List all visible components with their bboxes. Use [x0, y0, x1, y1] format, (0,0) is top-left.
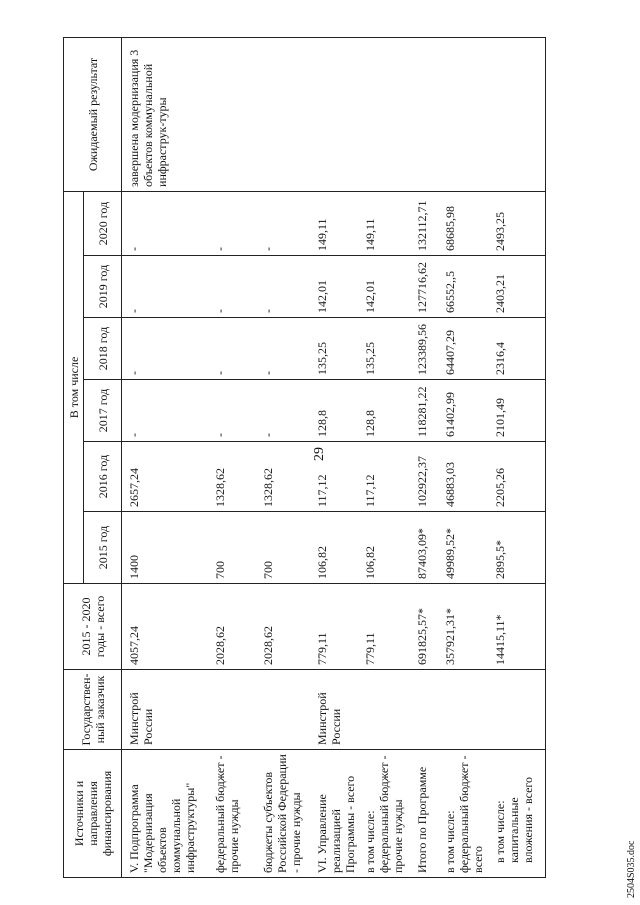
cell-2020: 2493,25: [490, 191, 546, 255]
cell-2017: 61402,99: [440, 380, 490, 442]
cell-2018: -: [258, 318, 312, 380]
cell-2015: 106,82: [360, 512, 412, 584]
cell-2016: 1328,62: [210, 442, 258, 512]
cell-source: V. Подпрограмма "Модернизация объектов коммунальной инфраструктуры": [122, 750, 210, 878]
cell-total: 779,11: [360, 584, 412, 670]
cell-result: [412, 37, 440, 191]
cell-total: 4057,24: [122, 584, 210, 670]
cell-source: Итого по Программе: [412, 750, 440, 878]
table-row: [360, 37, 412, 877]
header-result: Ожидаемый результат: [64, 37, 122, 191]
cell-2018: 123389,56: [412, 318, 440, 380]
cell-2015: 700: [258, 512, 312, 584]
cell-customer: Минстрой России: [122, 670, 210, 750]
cell-result: завершена модернизация 3 объектов коммунальной инфраструк-туры: [122, 37, 210, 191]
cell-2019: 142,01: [360, 256, 412, 318]
cell-2015: 700: [210, 512, 258, 584]
cell-customer: [360, 670, 412, 750]
header-including: В том числе: [64, 191, 84, 583]
page-number: 29: [312, 447, 327, 461]
cell-total: 779,11: [312, 584, 360, 670]
table-row: [312, 37, 360, 877]
cell-2019: -: [122, 256, 210, 318]
cell-2015: 106,82: [312, 512, 360, 584]
cell-2016: 102922,37: [412, 442, 440, 512]
cell-total: 2028,62: [258, 584, 312, 670]
cell-result: [258, 37, 312, 191]
cell-2015: 49989,52*: [440, 512, 490, 584]
cell-2019: 2403,21: [490, 256, 546, 318]
cell-2016: 46883,03: [440, 442, 490, 512]
cell-source: бюджеты субъектов Российской Федерации - прочие нужды: [258, 750, 312, 878]
cell-2015: 2895,5*: [490, 512, 546, 584]
cell-source: федеральный бюджет - прочие нужды: [210, 750, 258, 878]
cell-result: [210, 37, 258, 191]
cell-2017: 118281,22: [412, 380, 440, 442]
cell-2020: -: [210, 191, 258, 255]
header-year-2016: 2016 год: [84, 442, 122, 512]
header-year-2018: 2018 год: [84, 318, 122, 380]
cell-result: [312, 37, 360, 191]
cell-2020: -: [122, 191, 210, 255]
cell-total: 357921,31*: [440, 584, 490, 670]
cell-2017: 2101,49: [490, 380, 546, 442]
cell-2016: 117,12: [360, 442, 412, 512]
financing-table: [63, 37, 546, 878]
header-year-2017: 2017 год: [84, 380, 122, 442]
rotated-table-container: [63, 38, 622, 878]
table-row: [412, 37, 440, 877]
table-row: [258, 37, 312, 877]
cell-2016: 2657,24: [122, 442, 210, 512]
cell-2016: 2205,26: [490, 442, 546, 512]
cell-customer: [490, 670, 546, 750]
cell-result: [490, 37, 546, 191]
cell-2019: 127716,62: [412, 256, 440, 318]
cell-2020: 149,11: [312, 191, 360, 255]
cell-source: в том числе: федеральный бюджет - всего: [440, 750, 490, 878]
cell-2017: 128,8: [312, 380, 360, 442]
header-customer: Государствен-ный заказчик: [64, 670, 122, 750]
cell-2017: -: [122, 380, 210, 442]
cell-2018: 135,25: [360, 318, 412, 380]
cell-2020: 132112,71: [412, 191, 440, 255]
cell-2016: 1328,62: [258, 442, 312, 512]
cell-2018: 2316,4: [490, 318, 546, 380]
cell-source: VI. Управление реализацией Программы - всего: [312, 750, 360, 878]
cell-2017: -: [210, 380, 258, 442]
cell-2017: 128,8: [360, 380, 412, 442]
cell-result: [440, 37, 490, 191]
table-row: [440, 37, 490, 877]
cell-2018: 135,25: [312, 318, 360, 380]
cell-total: 14415,11*: [490, 584, 546, 670]
cell-source: в том числе: федеральный бюджет - прочие нужды: [360, 750, 412, 878]
cell-2019: -: [210, 256, 258, 318]
cell-result: [360, 37, 412, 191]
cell-total: 2028,62: [210, 584, 258, 670]
cell-2020: 149,11: [360, 191, 412, 255]
header-sources: Источники и направления финансирования: [64, 750, 122, 878]
cell-customer: [210, 670, 258, 750]
cell-total: 691825,57*: [412, 584, 440, 670]
cell-2015: 87403,09*: [412, 512, 440, 584]
cell-2020: 68685,98: [440, 191, 490, 255]
header-year-2015: 2015 год: [84, 512, 122, 584]
cell-customer: Минстрой России: [312, 670, 360, 750]
cell-2019: -: [258, 256, 312, 318]
header-year-2020: 2020 год: [84, 191, 122, 255]
cell-2019: 142,01: [312, 256, 360, 318]
cell-customer: [440, 670, 490, 750]
cell-2015: 1400: [122, 512, 210, 584]
table-row: [122, 37, 210, 877]
cell-2016: 117,12: [312, 442, 360, 512]
table-row: [490, 37, 546, 877]
cell-customer: [258, 670, 312, 750]
cell-2017: -: [258, 380, 312, 442]
cell-customer: [412, 670, 440, 750]
header-year-2019: 2019 год: [84, 256, 122, 318]
footer-filename: 2504S035.doc: [626, 840, 637, 898]
cell-2020: -: [258, 191, 312, 255]
cell-source: в том числе: капитальные вложения - всего: [490, 750, 546, 878]
cell-2018: -: [122, 318, 210, 380]
cell-2018: 64407,29: [440, 318, 490, 380]
table-row: [210, 37, 258, 877]
cell-2019: 66552,,5: [440, 256, 490, 318]
header-total: 2015 - 2020 годы - всего: [64, 584, 122, 670]
cell-2018: -: [210, 318, 258, 380]
